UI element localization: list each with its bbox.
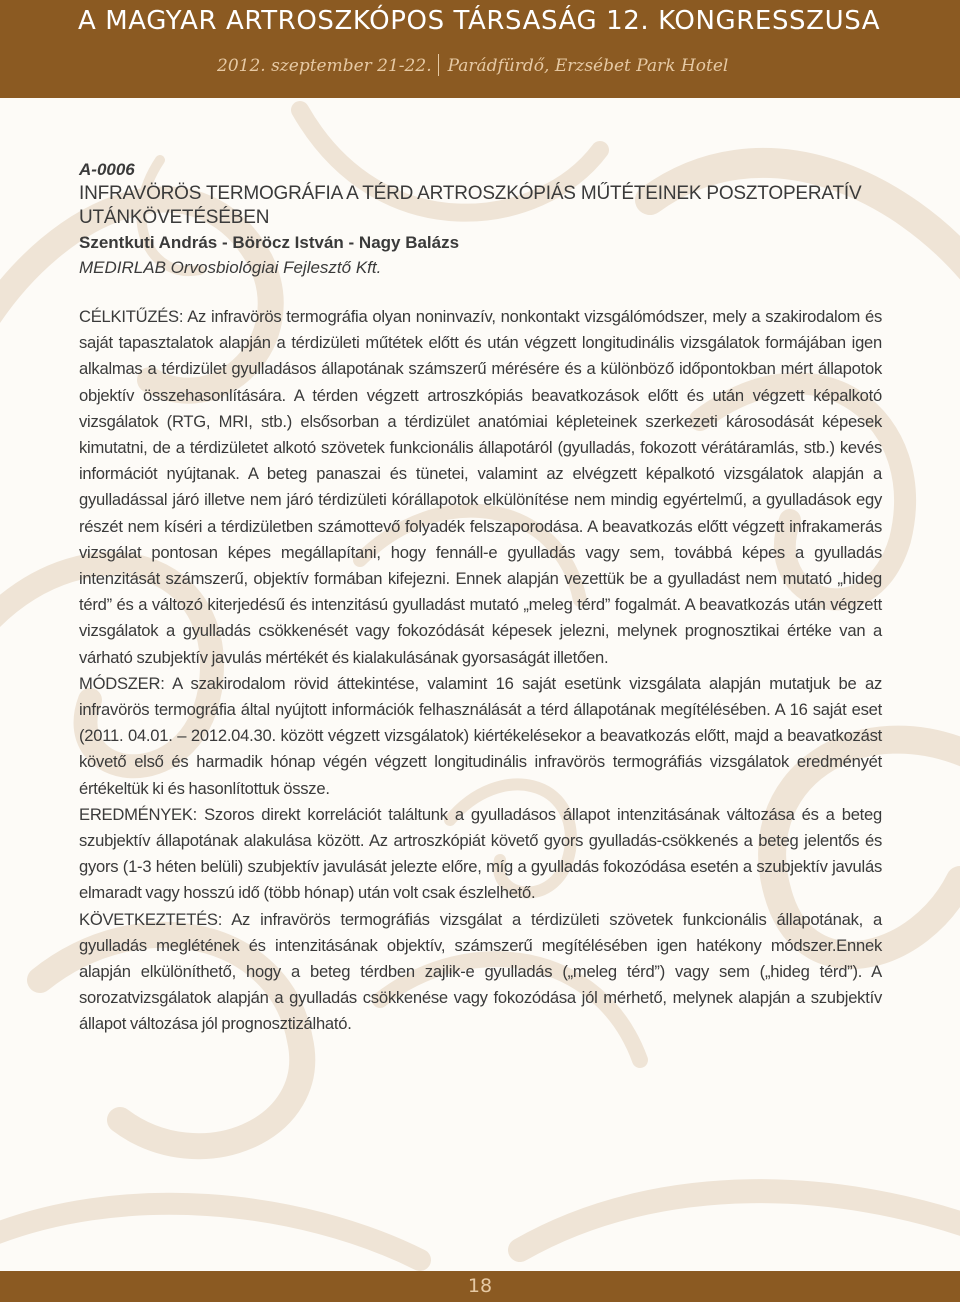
- footer-bar: [0, 1271, 960, 1302]
- abstract-affiliation: MEDIRLAB Orvosbiológiai Fejlesztő Kft.: [79, 258, 382, 277]
- congress-venue: Parádfürdő, Erzsébet Park Hotel: [447, 56, 729, 76]
- abstract-id: A-0006: [79, 160, 135, 179]
- separator-bar: [438, 54, 439, 76]
- congress-title: A MAGYAR ARTROSZKÓPOS TÁRSASÁG 12. KONGRESSZUSA: [78, 6, 881, 36]
- abstract-title: INFRAVÖRÖS TERMOGRÁFIA A TÉRD ARTROSZKÓPIÁS MŰTÉTEINEK POSZTOPERATÍV UTÁNKÖVETÉSÉBEN: [79, 183, 862, 228]
- congress-date-venue: [217, 54, 728, 76]
- congress-date: 2012. szeptember 21-22.: [217, 56, 432, 76]
- section-methods: MÓDSZER: A szakirodalom rövid áttekintése, valamint 16 saját esetünk vizsgálata alapján mutatjuk be az infravörös termográfia által nyújtott információk felhasználását a térd állapotának megítélésében. A 16 saját eset (2011. 04.01. – 2012.04.30. között végzett vizsgálatok) kiértékelésekor a beavatkozás előtt, majd a beavatkozást követő első és harmadik hónap végén végzett longitudinális infravörös termográfiás vizsgálatok eredményét értékeltük ki és hasonlítottuk össze.: [79, 673, 882, 798]
- header-banner: [0, 0, 960, 98]
- section-results: EREDMÉNYEK: Szoros direkt korrelációt találtunk a gyulladásos állapot intenzitásának változása és a beteg szubjektív állapotának alakulása között. Az artroszkópiát követő gyors gyulladás-csökkenés a beteg jelentős és gyors (1-3 héten belüli) szubjektív javulását jelezte előre, míg a gyulladás fokozódása esetén a szubjektív javulás elmaradt vagy hosszú idő (több hónap) után volt csak észlelhető.: [79, 804, 882, 903]
- abstract-body: [79, 304, 882, 1038]
- section-objectives: CÉLKITŰZÉS: Az infravörös termográfia olyan noninvazív, nonkontakt vizsgálómódszer, mely a szakirodalom és saját tapasztalatok alapján a térdizületi műtétek előtt és után végzett longitudinális vizsgálatok formájában igen alkalmas a térdizület gyulladásos állapotának számszerű mérésére és a különböző időpontokban mért állapotok objektív összehasonlítására. A térden végzett artroszkópiás beavatkozások előtt és után végzett képalkotó vizsgálatok (RTG, MRI, stb.) elsősorban a térdizület anatómiai képleteinek szerkezeti károsodását képesek kimutatni, de a térdizületet alkotó szövetek funkcionális állapotáról (gyulladás, fokozott vérátáramlás, stb.) kevés információt nyújtanak. A beteg panaszai és tünetei, valamint az elvégzett képalkotó vizsgálatok alapján a gyulladással járó illetve nem járó térdizületi kórállapotok elkülönítése nem mindig egyértelmű, a gyulladások egy részét nem kíséri a térdizületben számottevő folyadék felszaporodása. A beavatkozás előtt végzett infrakamerás vizsgálat pontosan képes megállapítani, hogy fennáll-e gyulladás vagy sem, továbbá képes a gyulladás intenzitását számszerű, objektív formában kifejezni. Ennek alapján vezettük be a gyulladást nem mutató „hideg térd” és a változó kiterjedésű és intenzitású gyulladást mutató „meleg térd” fogalmát. A beavatkozás után végzett vizsgálatok a gyulladás csökkenését vagy fokozódását képesek jelezni, melynek prognosztikai értéke van a várható szubjektív javulás mértékét és kialakulásának gyorsaságát illetően.: [79, 307, 882, 667]
- section-conclusion: KÖVETKEZTETÉS: Az infravörös termográfiás vizsgálat a térdizületi szövetek funkcionális állapotának, a gyulladás meglétének és intenzitásának objektív, számszerű megítélésében igen hatékony módszer.Ennek alapján elkülöníthető, hogy a beteg térdben zajlik-e gyulladás („meleg térd”) vagy sem („hideg térd”). A sorozatvizsgálatok alapján a gyulladás csökkenése vagy fokozódása jól mérhető, melynek alapján a szubjektív állapot változása jól prognosztizálható.: [79, 909, 882, 1034]
- abstract-content: [79, 158, 882, 1038]
- page-number: 18: [467, 1275, 493, 1297]
- abstract-authors: Szentkuti András - Böröcz István - Nagy Balázs: [79, 233, 460, 252]
